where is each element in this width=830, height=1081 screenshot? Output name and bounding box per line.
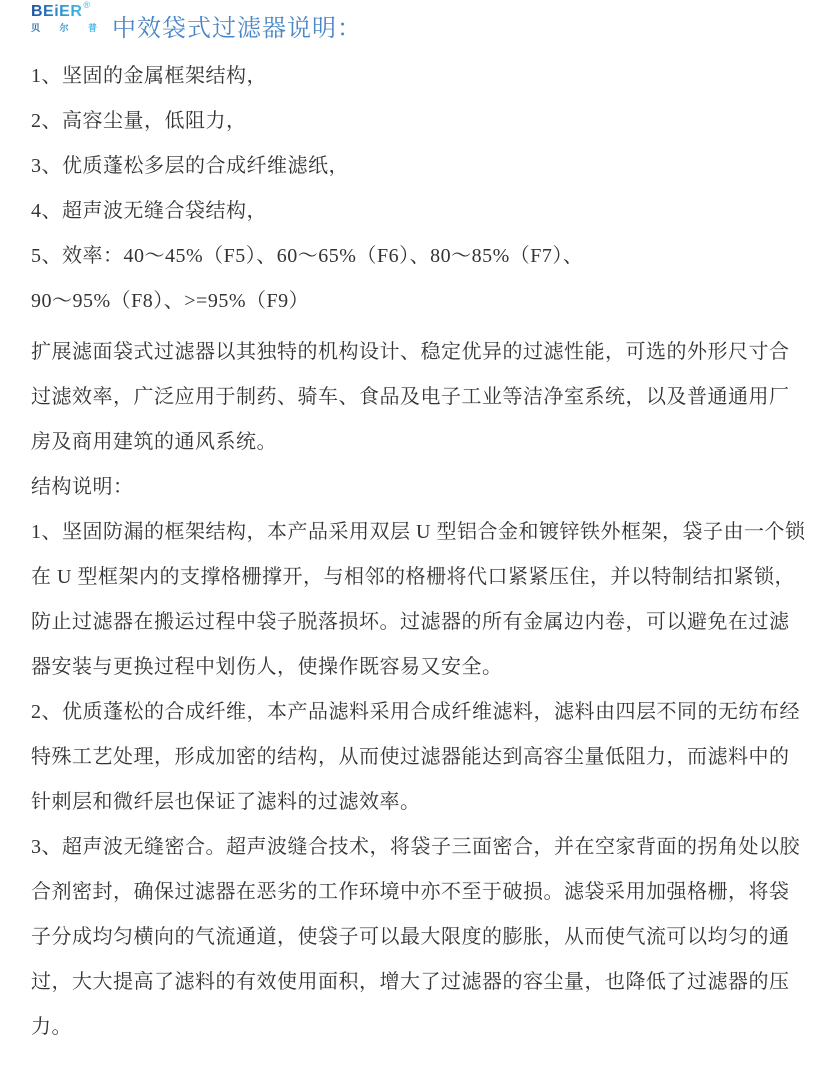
text-line: 防止过滤器在搬运过程中袋子脱落损坏。过滤器的所有金属边内卷，可以避免在过滤: [31, 611, 790, 633]
text-line: 在 U 型框架内的支撑格栅撑开，与相邻的格栅将代口紧紧压住，并以特制结扣紧锁，: [31, 566, 795, 588]
page-title: 中效袋式过滤器说明：: [112, 16, 362, 42]
text-line: 2、高容尘量，低阻力，: [31, 110, 247, 132]
feature-5-continued: [31, 279, 813, 324]
text-line: 合剂密封，确保过滤器在恶劣的工作环境中亦不至于破损。滤袋采用加强格栅，将袋: [31, 881, 790, 903]
text-line: 4、超声波无缝合袋结构，: [31, 200, 267, 222]
text-line: 力。: [31, 1016, 72, 1038]
feature-2: [31, 99, 813, 144]
text-line: 1、坚固的金属框架结构，: [31, 65, 267, 87]
text-line: 特殊工艺处理，形成加密的结构，从而使过滤器能达到高容尘量低阻力，而滤料中的: [31, 746, 790, 768]
text-line: 1、坚固防漏的框架结构，本产品采用双层 U 型铝合金和镀锌铁外框架，袋子由一个锁: [31, 521, 806, 543]
page-header: [0, 0, 830, 54]
structure-item-1: [31, 510, 813, 690]
logo-chinese-char: 普: [87, 23, 97, 33]
text-line: 2、优质蓬松的合成纤维，本产品滤料采用合成纤维滤料，滤料由四层不同的无纺布经: [31, 701, 800, 723]
text-line: 3、超声波无缝密合。超声波缝合技术，将袋子三面密合，并在空家背面的拐角处以胶: [31, 836, 800, 858]
text-line: 3、优质蓬松多层的合成纤维滤纸，: [31, 155, 349, 177]
text-line: 5、效率：40～45%（F5）、60～65%（F6）、80～85%（F7）、: [31, 245, 584, 267]
intro-paragraph: [31, 330, 813, 465]
structure-item-2: [31, 690, 813, 825]
logo-chinese-name: [31, 24, 97, 33]
logo-wordmark-row: [31, 0, 103, 20]
text-line: 房及商用建筑的通风系统。: [31, 431, 277, 453]
text-line: 器安装与更换过程中划伤人，使操作既容易又安全。: [31, 656, 503, 678]
text-line: 90～95%（F8）、>=95%（F9）: [31, 290, 310, 312]
text-line: 针刺层和微纤层也保证了滤料的过滤效率。: [31, 791, 421, 813]
feature-1: [31, 54, 813, 99]
feature-3: [31, 144, 813, 189]
section-heading: [31, 465, 813, 510]
logo-chinese-char: 贝: [31, 23, 41, 33]
logo-wordmark: BEiER: [31, 3, 83, 20]
registered-trademark-icon: ®: [83, 0, 91, 10]
structure-item-3: [31, 825, 813, 1050]
feature-4: [31, 189, 813, 234]
text-line: 子分成均匀横向的气流通道，使袋子可以最大限度的膨胀，从而使气流可以均匀的通: [31, 926, 790, 948]
text-line: 结构说明：: [31, 476, 134, 498]
feature-5: [31, 234, 813, 279]
text-line: 过滤效率，广泛应用于制药、骑车、食品及电子工业等洁净室系统，以及普通通用厂: [31, 386, 790, 408]
text-line: 过，大大提高了滤料的有效使用面积，增大了过滤器的容尘量，也降低了过滤器的压: [31, 971, 790, 993]
document-body: [0, 54, 830, 1050]
beier-logo: [31, 0, 103, 33]
text-line: 扩展滤面袋式过滤器以其独特的机构设计、稳定优异的过滤性能，可选的外形尺寸合: [31, 341, 790, 363]
logo-chinese-char: 尔: [59, 23, 69, 33]
